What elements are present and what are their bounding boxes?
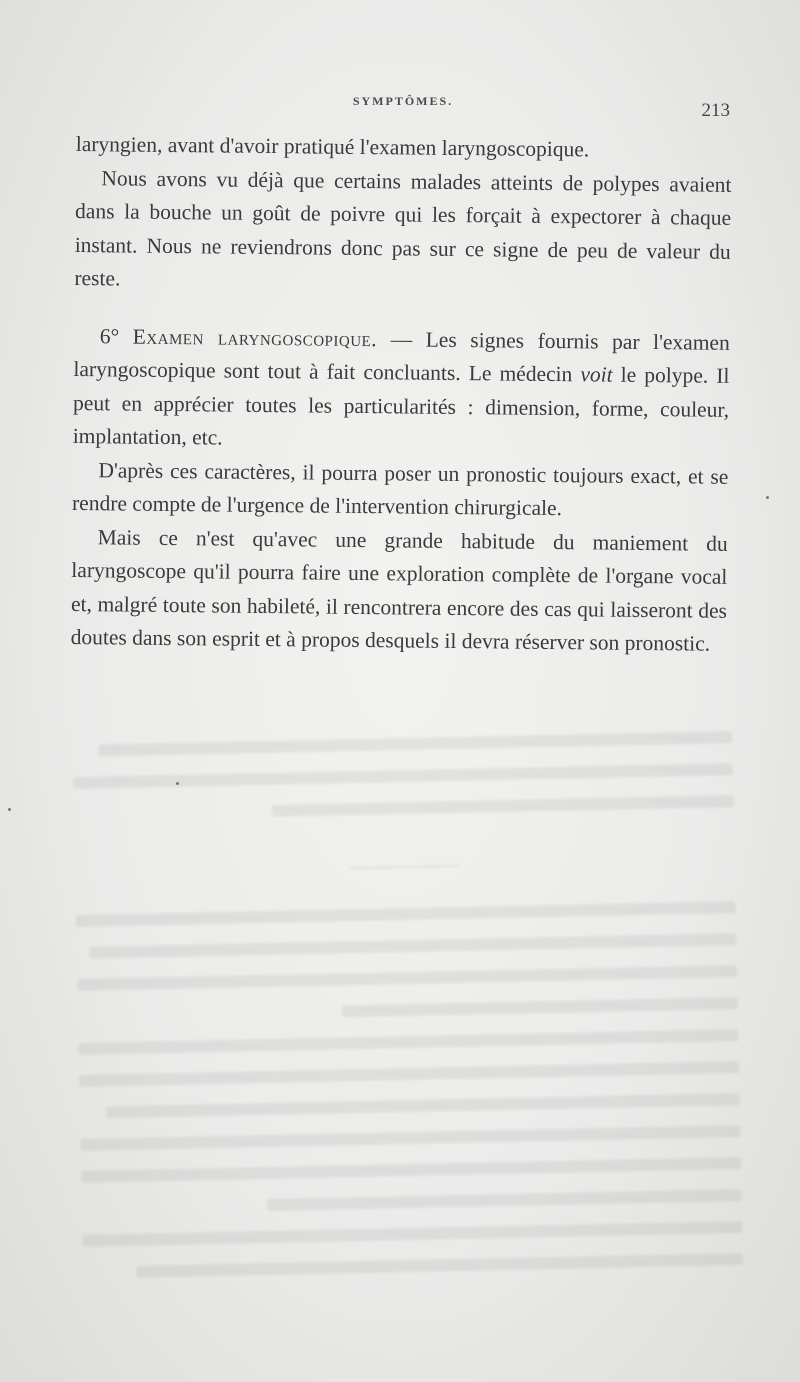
- paper-speck: [8, 808, 11, 811]
- paragraph-exploration: Mais ce n'est qu'avec une grande habitude du maniement du laryngoscope qu'il pourra faire une exploration complète de l'organe vocal et, malgré toute son habileté, il rencontrera encore des cas qui laisseront des doutes dans son esprit et à propos desquels il devra réserver son pronostic.: [70, 524, 728, 656]
- paragraph-laryngoscopic-exam: [73, 319, 730, 460]
- paragraph-taste-symptom: Nous avons vu déjà que certains malades atteints de polypes avaient dans la bouche un goût de poivre qui les forçait à expectorer à chaque instant. Nous ne reviendrons donc pas sur ce signe de peu de valeur du reste.: [74, 165, 732, 291]
- page-number: 213: [701, 100, 730, 121]
- paragraph-prognosis: D'après ces caractères, il pourra poser un pronostic toujours exact, et se rendre compte de l'urgence de l'intervention chirurgicale.: [71, 457, 729, 521]
- paragraph-continuation: laryngien, avant d'avoir pratiqué l'examen laryngoscopique.: [75, 131, 590, 162]
- section-heading: Examen laryngoscopique.: [132, 324, 378, 351]
- paper-speck: [766, 496, 769, 499]
- section-rest-text: le polype. Il peut en apprécier toutes les particularités : dimension, forme, couleur, implantation, etc.: [72, 362, 730, 450]
- paper-speck: [176, 782, 179, 785]
- italic-word: voit: [580, 362, 613, 387]
- page-header: [76, 94, 730, 120]
- section-lead-text: — Les signes fournis par l'examen laryngoscopique sont tout à fait concluants. Le médecin: [73, 326, 730, 387]
- section-number: 6°: [99, 323, 120, 348]
- body-text: [70, 128, 731, 661]
- bleed-through-shadow: [72, 731, 744, 1305]
- running-head: SYMPTÔMES.: [352, 94, 454, 108]
